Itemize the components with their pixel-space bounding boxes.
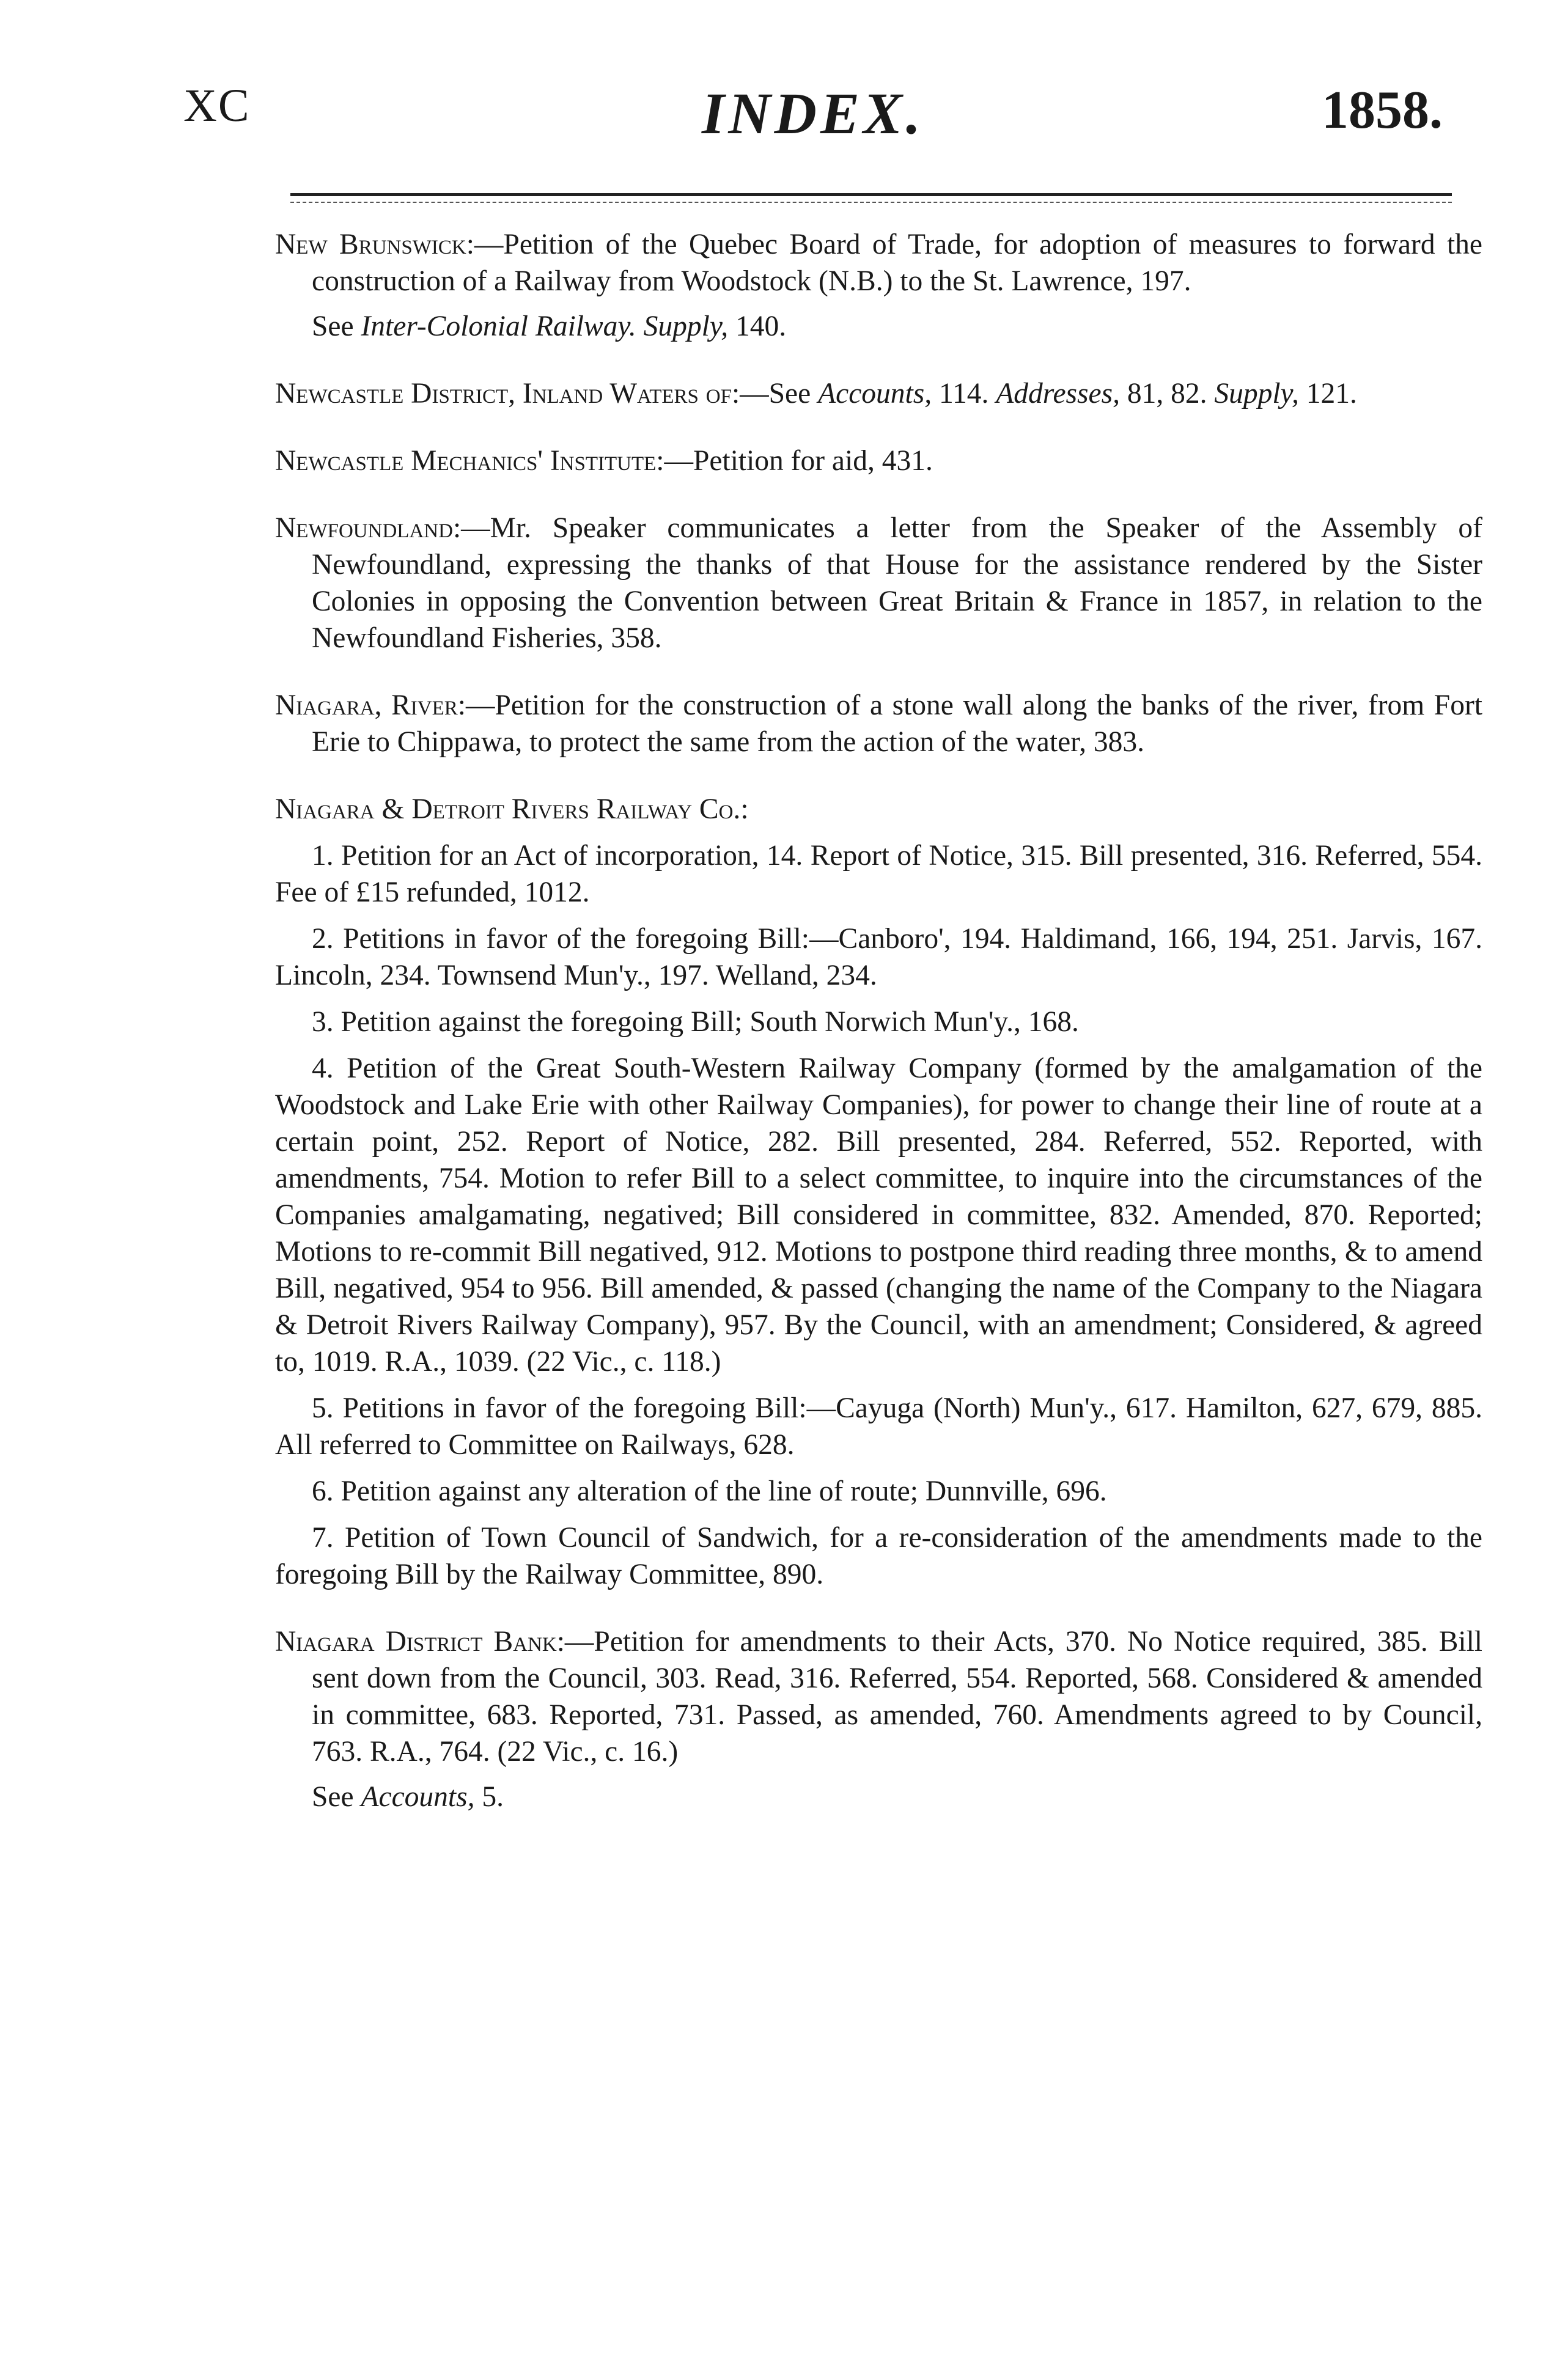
entry-heading: Newcastle Mechanics' Institute [275,445,657,477]
page-title: INDEX. [701,81,925,146]
entry-heading: Newfoundland [275,512,453,544]
entry-text: :—Petition for the construction of a stone wall along the banks of the river, from Fort Erie to Chippawa, to protect the same from the action of the water, 383. [312,689,1482,758]
page-year: 1858. [1322,81,1443,140]
entry-newcastle-district: Newcastle District, Inland Waters of:—See Accounts, 114. Addresses, 81, 82. Supply, 121. [275,378,1357,410]
entry-heading: Niagara, River [275,689,458,721]
entry-text: :—Mr. Speaker communicates a letter from the Speaker of the Assembly of Newfoundland, expressing the thanks of that House for the assistance rendered by the Sister Colonies in opposing the Convention between Great Britain & France in 1857, in relation to the Newfoundland Fisheries, 358. [312,512,1482,654]
entry-text: :—Petition of the Quebec Board of Trade, for adoption of measures to forward the construction of a Railway from Woodstock (N.B.) to the St. Lawrence, 197. [312,229,1482,297]
page-number: XC [183,80,251,131]
sub-entry: 5. Petitions in favor of the foregoing Bill:—Cayuga (North) Mun'y., 617. Hamilton, 627, 679, 885. All referred to Committee on Railways, 628. [275,1392,1482,1461]
entry-heading: Niagara District Bank [275,1626,557,1658]
entry-newfoundland [275,510,1482,656]
entry-niagara-detroit-railway: Niagara & Detroit Rivers Railway Co.: 1. Petition for an Act of incorporation, 14. Report of Notice, 315. Bill presented, 316. Referred, 554. Fee of £15 refunded, 1012. 2. Petitions in favor of the foregoing Bill:—Canboro', 194. Haldimand, 166, 194, 251. Jarvis, 167. Lincoln, 234. Townsend Mun'y., 197. Welland, 234. 3. Petition against the foregoing Bill; South Norwich Mun'y., 168. 4. Petition of the Great South-Western Railway Company (formed by the amalgamation of the Woodstock and Lake Erie with other Railway Companies), for power to change their line of route at a certain point, 252. Report of Notice, 282. Bill presented, 284. Referred, 552. Reported, with amendments, 754. Motion to refer Bill to a select committee, to inquire into the circumstances of the Companies amalgamating, negatived; Bill considered in committee, 832. Amended, 870. Reported; Motions to re-commit Bill negatived, 912. Motions to postpone third reading three months, & to amend Bill, negatived, 954 to 956. Bill amended, & passed (changing the name of the Company to the Niagara & Detroit Rivers Railway Company), 957. By the Council, with an amendment; Considered, & agreed to, 1019. R.A., 1039. (22 Vic., c. 118.) 5. Petitions in favor of the foregoing Bill:—Cayuga (North) Mun'y., 617. Hamilton, 627, 679, 885. All referred to Committee on Railways, 628. 6. Petition against any alteration of the line of route; Dunnville, 696. 7. Petition of Town Council of Sandwich, for a re-consideration of the amendments made to the foregoing Bill by the Railway Committee, 890. [275,791,1482,1593]
sub-entry: 1. Petition for an Act of incorporation, 14. Report of Notice, 315. Bill presented, 316. Referred, 554. Fee of £15 refunded, 1012. [275,840,1482,908]
index-content [275,226,1482,1846]
see-reference: See Inter-Colonial Railway. Supply, 140. [312,310,787,342]
header-rule-dashed [290,202,1452,203]
entry-newcastle-mechanics [275,443,1482,479]
sub-entry: 7. Petition of Town Council of Sandwich, for a re-consideration of the amendments made to the foregoing Bill by the Railway Committee, 890. [275,1522,1482,1590]
see-reference: See Accounts, 5. [312,1781,504,1813]
entry-heading: Niagara & Detroit Rivers Railway Co. [275,793,741,825]
sub-entry: 2. Petitions in favor of the foregoing Bill:—Canboro', 194. Haldimand, 166, 194, 251. Jarvis, 167. Lincoln, 234. Townsend Mun'y., 197. Welland, 234. [275,923,1482,991]
sub-entry: 3. Petition against the foregoing Bill; South Norwich Mun'y., 168. [312,1006,1079,1038]
entry-heading: New Brunswick [275,229,466,260]
entry-niagara-district-bank [275,1623,1482,1815]
header-rule [290,193,1452,196]
sub-entry: 4. Petition of the Great South-Western Railway Company (formed by the amalgamation of the Woodstock and Lake Erie with other Railway Companies), for power to change their line of route at a certain point, 252. Report of Notice, 282. Bill presented, 284. Referred, 552. Reported, with amendments, 754. Motion to refer Bill to a select committee, to inquire into the circumstances of the Companies amalgamating, negatived; Bill considered in committee, 832. Amended, 870. Reported; Motions to re-commit Bill negatived, 912. Motions to postpone third reading three months, & to amend Bill, negatived, 954 to 956. Bill amended, & passed (changing the name of the Company to the Niagara & Detroit Rivers Railway Company), 957. By the Council, with an amendment; Considered, & agreed to, 1019. R.A., 1039. (22 Vic., c. 118.) [275,1052,1482,1378]
entry-new-brunswick [275,226,1482,345]
entry-text: :—Petition for amendments to their Acts, 370. No Notice required, 385. Bill sent down from the Council, 303. Read, 316. Referred, 554. Reported, 568. Considered & amended in committee, 683. Reported, 731. Passed, as amended, 760. Amendments agreed to by Council, 763. R.A., 764. (22 Vic., c. 16.) [312,1626,1483,1768]
entry-heading: Newcastle District, Inland Waters of [275,378,732,410]
page-header [183,79,1443,153]
entry-niagara-river [275,687,1482,760]
sub-entry: 6. Petition against any alteration of the line of route; Dunnville, 696. [312,1475,1107,1507]
entry-text: :—Petition for aid, 431. [656,445,933,477]
